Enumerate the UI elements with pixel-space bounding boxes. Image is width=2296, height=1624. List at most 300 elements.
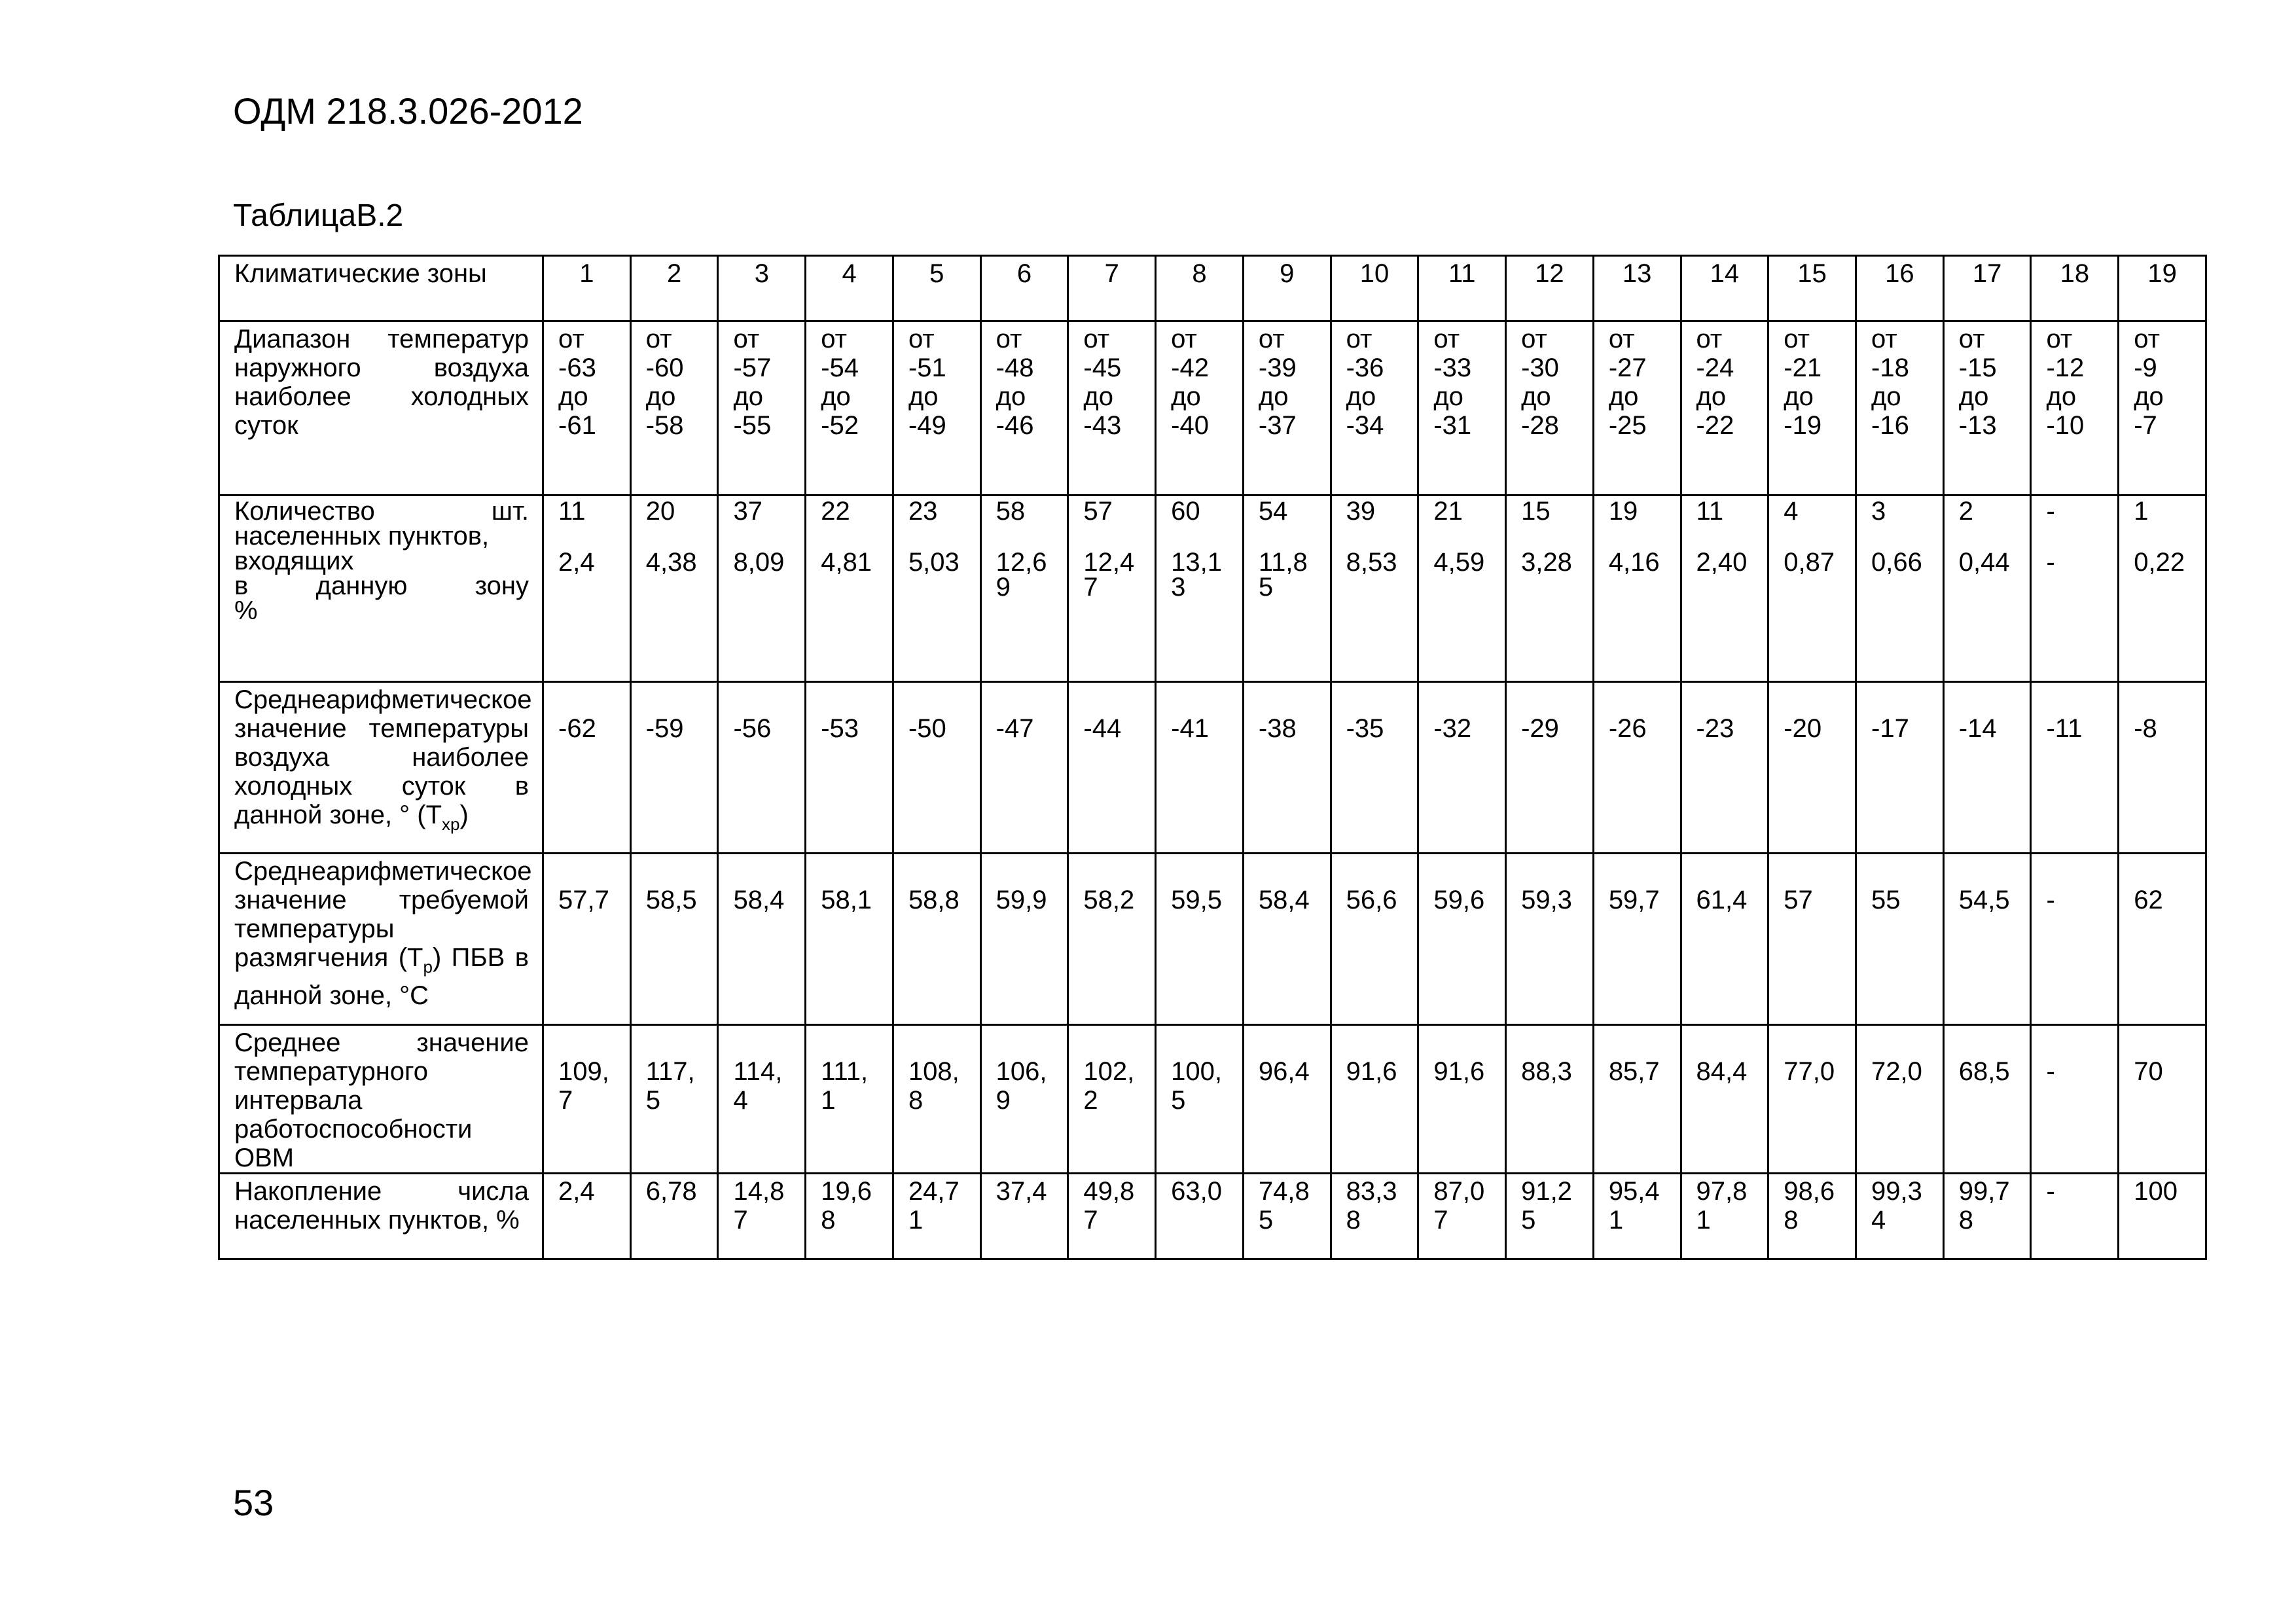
settlements-percent-value: 3,28 [1521, 548, 1572, 577]
temperature-interval-cell [1593, 1025, 1681, 1174]
mean-air-temperature-cell [1943, 682, 2031, 854]
mean-softening-temperature-cell [1506, 854, 1594, 1025]
zone-header-6 [980, 256, 1068, 321]
temperature-interval-cell-text: 77,0 [1784, 1057, 1835, 1086]
settlements-count-value: 2 [1958, 497, 1973, 526]
mean-air-temperature-cell [893, 682, 980, 854]
temperature-interval-cell-text: 91,6 [1433, 1057, 1485, 1086]
mean-softening-temperature-row [219, 854, 2206, 1025]
temperature-range-cell-text: от -24 до -22 [1696, 325, 1734, 440]
mean-air-temperature-cell [543, 682, 631, 854]
mean-air-temperature-cell-text: -8 [2134, 714, 2157, 743]
mean-air-temperature-cell-text: -47 [996, 714, 1034, 743]
settlements-cell-gap [908, 524, 975, 550]
cumulative-settlements-row [219, 1174, 2206, 1259]
temperature-interval-cell [1156, 1025, 1244, 1174]
zone-header-17-text: 17 [1972, 259, 2002, 288]
cumulative-settlements-cell [1156, 1174, 1244, 1259]
settlements-percent-value: 0,22 [2134, 548, 2185, 577]
settlements-count-value: 19 [1608, 497, 1638, 526]
cumulative-settlements-cell-text: 99,3 4 [1871, 1177, 1922, 1235]
cumulative-settlements-cell [2119, 1174, 2206, 1259]
zone-header-14 [1681, 256, 1768, 321]
mean-air-temperature-cell-text: -44 [1083, 714, 1122, 743]
temperature-interval-cell [2031, 1025, 2119, 1174]
cumulative-settlements-label: Накопление числа населенных пунктов, % [219, 1174, 543, 1259]
mean-softening-temperature-cell-text: 54,5 [1958, 886, 2010, 914]
temperature-interval-cell-text: 84,4 [1696, 1057, 1748, 1086]
zone-header-16-text: 16 [1885, 259, 1914, 288]
zone-header-7-text: 7 [1104, 259, 1119, 288]
settlements-count-value: 4 [1784, 497, 1799, 526]
cumulative-settlements-cell-text: - [2046, 1177, 2055, 1206]
mean-softening-temperature-cell [893, 854, 980, 1025]
temperature-range-label: Диапазон температур наружного воздуха наиболее холодных суток [219, 321, 543, 496]
temperature-range-cell [1856, 321, 1944, 496]
mean-softening-temperature-cell-text: 58,1 [821, 886, 872, 914]
cumulative-settlements-cell [543, 1174, 631, 1259]
temperature-range-cell [1156, 321, 1244, 496]
mean-softening-temperature-cell [980, 854, 1068, 1025]
mean-softening-temperature-cell-text: 57,7 [558, 886, 609, 914]
mean-softening-temperature-cell-text: 58,8 [908, 886, 960, 914]
cumulative-settlements-cell-text: 91,2 5 [1521, 1177, 1572, 1235]
mean-softening-temperature-cell-text: 58,4 [1258, 886, 1310, 914]
settlements-cell [893, 496, 980, 682]
temperature-range-cell-text: от -39 до -37 [1258, 325, 1297, 440]
mean-softening-temperature-cell [543, 854, 631, 1025]
temperature-range-cell [1681, 321, 1768, 496]
mean-air-temperature-cell-text: -62 [558, 714, 596, 743]
settlements-percent-value: 13,1 3 [1171, 548, 1222, 602]
temperature-range-cell [806, 321, 893, 496]
settlements-cell [980, 496, 1068, 682]
zone-header-13 [1593, 256, 1681, 321]
settlements-percent-value: 4,81 [821, 548, 872, 577]
cumulative-settlements-cell-text: 19,6 8 [821, 1177, 872, 1235]
temperature-range-cell-text: от -48 до -46 [996, 325, 1034, 440]
zone-header-5-text: 5 [929, 259, 944, 288]
temperature-range-cell-text: от -30 до -28 [1521, 325, 1559, 440]
mean-softening-temperature-cell [718, 854, 806, 1025]
temperature-range-cell-text: от -42 до -40 [1171, 325, 1209, 440]
zone-header-4-text: 4 [842, 259, 857, 288]
mean-softening-temperature-cell [1156, 854, 1244, 1025]
table-caption: ТаблицаВ.2 [233, 198, 404, 233]
temperature-interval-cell [2119, 1025, 2206, 1174]
mean-air-temperature-cell-text: -32 [1433, 714, 1472, 743]
mean-softening-temperature-cell [1681, 854, 1768, 1025]
temperature-interval-cell-text: 109, 7 [558, 1057, 609, 1115]
settlements-cell-gap [2046, 524, 2113, 550]
temperature-range-cell-text: от -60 до -58 [645, 325, 684, 440]
zone-header-16 [1856, 256, 1944, 321]
cumulative-settlements-cell [1943, 1174, 2031, 1259]
settlements-percent-value: 8,09 [733, 548, 785, 577]
settlements-cell [1593, 496, 1681, 682]
zone-header-19 [2119, 256, 2206, 321]
temperature-interval-cell [980, 1025, 1068, 1174]
cumulative-settlements-cell-text: 6,78 [645, 1177, 697, 1206]
mean-softening-label-end: ) ПБВ в данной зоне, °С [234, 943, 529, 1010]
temperature-interval-cell [543, 1025, 631, 1174]
cumulative-settlements-cell [630, 1174, 718, 1259]
settlements-count-value: 60 [1171, 497, 1200, 526]
settlements-cell [1943, 496, 2031, 682]
temperature-range-cell [1593, 321, 1681, 496]
zone-header-18-text: 18 [2060, 259, 2090, 288]
mean-air-temperature-label-end: ) [459, 801, 469, 829]
mean-softening-temperature-cell [806, 854, 893, 1025]
mean-air-temperature-label-main: Среднеарифметическое значение температуры воздуха наиболее холодных суток в данной зоне, ° (Т [234, 685, 532, 829]
temperature-range-cell-text: от -15 до -13 [1958, 325, 1997, 440]
zone-header-10 [1331, 256, 1418, 321]
document-code: ОДМ 218.3.026-2012 [233, 90, 583, 132]
zone-header-9-text: 9 [1280, 259, 1295, 288]
mean-air-temperature-cell [718, 682, 806, 854]
mean-softening-temperature-label [219, 854, 543, 1025]
temperature-interval-cell-text: 114, 4 [733, 1057, 783, 1115]
temperature-range-cell [1768, 321, 1856, 496]
temperature-interval-cell-text: 106, 9 [996, 1057, 1047, 1115]
mean-softening-temperature-cell [1593, 854, 1681, 1025]
temperature-interval-cell-text: 91,6 [1346, 1057, 1397, 1086]
mean-softening-temperature-cell [1943, 854, 2031, 1025]
mean-air-temperature-cell-text: -59 [645, 714, 684, 743]
temperature-range-cell-text: от -45 до -43 [1083, 325, 1122, 440]
mean-air-temperature-cell-text: -50 [908, 714, 946, 743]
settlements-cell [1506, 496, 1594, 682]
temperature-range-cell [543, 321, 631, 496]
settlements-percent-value: 12,6 9 [996, 548, 1047, 602]
settlements-cell-gap [1259, 524, 1325, 550]
temperature-range-cell [2119, 321, 2206, 496]
settlements-cell-gap [2134, 524, 2200, 550]
mean-air-temperature-cell [1068, 682, 1156, 854]
settlements-cell [1418, 496, 1506, 682]
settlements-cell-gap [1521, 524, 1588, 550]
settlements-percent-value: 0,44 [1958, 548, 2010, 577]
mean-air-temperature-label [219, 682, 543, 854]
zone-header-11 [1418, 256, 1506, 321]
temperature-interval-cell-text: 68,5 [1958, 1057, 2010, 1086]
settlements-percent-value: 0,66 [1871, 548, 1922, 577]
settlements-cell [1331, 496, 1418, 682]
zone-header-13-text: 13 [1622, 259, 1652, 288]
cumulative-settlements-cell-text: 100 [2134, 1177, 2178, 1206]
settlements-cell-gap [821, 524, 888, 550]
mean-softening-temperature-cell-text: - [2046, 886, 2055, 914]
temperature-interval-cell [718, 1025, 806, 1174]
mean-air-temperature-cell-text: -29 [1521, 714, 1559, 743]
temperature-interval-cell [893, 1025, 980, 1174]
cumulative-settlements-cell [1768, 1174, 1856, 1259]
mean-air-temperature-cell [1593, 682, 1681, 854]
temperature-range-cell-text: от -51 до -49 [908, 325, 946, 440]
settlements-cell [543, 496, 631, 682]
temperature-interval-cell [1068, 1025, 1156, 1174]
mean-softening-temperature-cell [1768, 854, 1856, 1025]
settlements-percent-value: 4,38 [645, 548, 697, 577]
mean-softening-temperature-cell [2031, 854, 2119, 1025]
temperature-interval-cell-text: 117, 5 [645, 1057, 695, 1115]
mean-air-temperature-cell [1681, 682, 1768, 854]
cumulative-settlements-cell-text: 95,4 1 [1608, 1177, 1660, 1235]
settlements-percent-value: - [2046, 548, 2055, 577]
mean-softening-temperature-cell-text: 58,5 [645, 886, 697, 914]
settlements-count-value: 1 [2134, 497, 2149, 526]
settlements-cell-gap [558, 524, 625, 550]
temperature-range-cell-text: от -21 до -19 [1784, 325, 1822, 440]
mean-air-temperature-cell [806, 682, 893, 854]
cumulative-settlements-cell [1418, 1174, 1506, 1259]
mean-air-temperature-cell-text: -23 [1696, 714, 1734, 743]
mean-air-temperature-cell [630, 682, 718, 854]
zone-header-8 [1156, 256, 1244, 321]
settlements-count-value: 20 [645, 497, 675, 526]
temperature-interval-cell [630, 1025, 718, 1174]
cumulative-settlements-cell-text: 2,4 [558, 1177, 595, 1206]
cumulative-settlements-cell-text: 98,6 8 [1784, 1177, 1835, 1235]
mean-air-temperature-cell [1243, 682, 1331, 854]
zone-header-17 [1943, 256, 2031, 321]
mean-softening-temperature-cell-text: 62 [2134, 886, 2163, 914]
settlements-percent-value: 12,4 7 [1083, 548, 1135, 602]
settlements-cell [806, 496, 893, 682]
mean-softening-temperature-cell [1243, 854, 1331, 1025]
temperature-interval-cell [1243, 1025, 1331, 1174]
settlements-cell-gap [1696, 524, 1763, 550]
temperature-interval-cell-text: 96,4 [1258, 1057, 1310, 1086]
temperature-range-cell-text: от -18 до -16 [1871, 325, 1909, 440]
settlements-cell [630, 496, 718, 682]
cumulative-settlements-cell-text: 63,0 [1171, 1177, 1222, 1206]
settlements-count-value: 37 [733, 497, 762, 526]
settlements-cell-gap [733, 524, 800, 550]
temperature-range-cell-text: от -9 до -7 [2134, 325, 2164, 440]
mean-air-temperature-cell [1156, 682, 1244, 854]
mean-air-temperature-cell [1418, 682, 1506, 854]
mean-softening-temperature-cell [1331, 854, 1418, 1025]
settlements-count-value: 11 [558, 497, 586, 526]
zone-header-3-text: 3 [754, 259, 769, 288]
mean-softening-temperature-cell [1418, 854, 1506, 1025]
cumulative-settlements-cell [806, 1174, 893, 1259]
mean-softening-temperature-cell-text: 59,5 [1171, 886, 1222, 914]
temperature-interval-label: Среднее значение температурного интервала работоспособности ОВМ [219, 1025, 543, 1174]
mean-softening-temperature-cell-text: 57 [1784, 886, 1813, 914]
mean-air-temperature-cell-text: -53 [821, 714, 859, 743]
zone-header-12-text: 12 [1535, 259, 1564, 288]
settlements-count-row [219, 496, 2206, 682]
temperature-interval-cell-text: 70 [2134, 1057, 2163, 1086]
zone-header-1-text: 1 [579, 259, 594, 288]
temperature-interval-cell [1856, 1025, 1944, 1174]
cumulative-settlements-cell [1243, 1174, 1331, 1259]
mean-air-temperature-cell-text: -14 [1958, 714, 1997, 743]
temperature-range-row [219, 321, 2206, 496]
mean-air-temperature-cell-text: -26 [1608, 714, 1647, 743]
settlements-cell-gap [1433, 524, 1500, 550]
cumulative-settlements-cell [1331, 1174, 1418, 1259]
mean-softening-temperature-cell [1068, 854, 1156, 1025]
cumulative-settlements-cell-text: 49,8 7 [1083, 1177, 1135, 1235]
temperature-interval-cell [1681, 1025, 1768, 1174]
temperature-interval-cell [1768, 1025, 1856, 1174]
temperature-interval-cell-text: 88,3 [1521, 1057, 1572, 1086]
temperature-range-cell [1331, 321, 1418, 496]
settlements-cell [1768, 496, 1856, 682]
zone-header-10-text: 10 [1359, 259, 1390, 288]
settlements-percent-value: 2,40 [1696, 548, 1748, 577]
mean-softening-temperature-cell-text: 59,3 [1521, 886, 1572, 914]
zone-header-6-text: 6 [1016, 259, 1032, 288]
temperature-range-cell-text: от -63 до -61 [558, 325, 596, 440]
cumulative-settlements-cell [893, 1174, 980, 1259]
mean-air-temperature-cell-text: -11 [2046, 714, 2083, 743]
cumulative-settlements-cell [1506, 1174, 1594, 1259]
zone-header-12 [1506, 256, 1594, 321]
settlements-cell-gap [1171, 524, 1238, 550]
cumulative-settlements-cell [1593, 1174, 1681, 1259]
settlements-cell-gap [1609, 524, 1676, 550]
mean-softening-temperature-cell [630, 854, 718, 1025]
temperature-range-cell [1068, 321, 1156, 496]
mean-air-temperature-cell [2119, 682, 2206, 854]
cumulative-settlements-cell-text: 83,3 8 [1346, 1177, 1397, 1235]
cumulative-settlements-cell-text: 87,0 7 [1433, 1177, 1485, 1235]
settlements-count-value: 22 [821, 497, 850, 526]
settlements-cell [2031, 496, 2119, 682]
mean-air-temperature-cell-text: -17 [1871, 714, 1909, 743]
zone-header-2 [630, 256, 718, 321]
temperature-interval-cell [806, 1025, 893, 1174]
mean-softening-temperature-cell-text: 61,4 [1696, 886, 1748, 914]
temperature-range-cell [718, 321, 806, 496]
settlements-percent-value: 8,53 [1346, 548, 1397, 577]
settlements-cell-gap [1959, 524, 2026, 550]
settlements-count-value: 15 [1521, 497, 1551, 526]
mean-air-temperature-cell [2031, 682, 2119, 854]
settlements-cell [1856, 496, 1944, 682]
page-number: 53 [233, 1482, 274, 1523]
settlements-count-value: 11 [1696, 497, 1724, 526]
cumulative-settlements-cell [2031, 1174, 2119, 1259]
settlements-count-label [219, 496, 543, 682]
zone-header-9 [1243, 256, 1331, 321]
temperature-interval-cell-text: 72,0 [1871, 1057, 1922, 1086]
temperature-range-cell [1418, 321, 1506, 496]
settlements-percent-value: 11,8 5 [1258, 548, 1308, 602]
settlements-count-value: 21 [1433, 497, 1463, 526]
settlements-cell-gap [1083, 524, 1150, 550]
temperature-range-cell-text: от -36 до -34 [1346, 325, 1384, 440]
mean-softening-temperature-cell [1856, 854, 1944, 1025]
temperature-interval-cell [1331, 1025, 1418, 1174]
mean-air-temperature-cell [1768, 682, 1856, 854]
settlements-count-value: 39 [1346, 497, 1376, 526]
mean-air-temperature-label-sub: хр [442, 814, 460, 834]
cumulative-settlements-cell-text: 14,8 7 [733, 1177, 785, 1235]
zone-header-18 [2031, 256, 2119, 321]
mean-softening-temperature-cell-text: 59,6 [1433, 886, 1485, 914]
mean-air-temperature-cell [1856, 682, 1944, 854]
zone-header-7 [1068, 256, 1156, 321]
settlements-cell-gap [996, 524, 1063, 550]
climate-zones-table [218, 255, 2207, 1260]
zone-header-8-text: 8 [1192, 259, 1207, 288]
cumulative-settlements-cell [1856, 1174, 1944, 1259]
zone-header-3 [718, 256, 806, 321]
settlements-percent-value: 4,16 [1608, 548, 1660, 577]
temperature-interval-cell-text: 111, 1 [821, 1057, 869, 1115]
temperature-interval-cell-text: 85,7 [1608, 1057, 1660, 1086]
settlements-cell-gap [1784, 524, 1850, 550]
settlements-label-line3: в данную зону [234, 571, 529, 600]
temperature-interval-cell [1418, 1025, 1506, 1174]
mean-softening-temperature-cell-text: 55 [1871, 886, 1901, 914]
temperature-range-cell [1243, 321, 1331, 496]
mean-softening-temperature-cell-text: 59,7 [1608, 886, 1660, 914]
zone-header-1 [543, 256, 631, 321]
settlements-label-line4: % [234, 596, 258, 625]
cumulative-settlements-cell-text: 74,8 5 [1258, 1177, 1310, 1235]
zone-header-4 [806, 256, 893, 321]
mean-softening-temperature-cell-text: 59,9 [996, 886, 1047, 914]
cumulative-settlements-cell [718, 1174, 806, 1259]
cumulative-settlements-cell [1068, 1174, 1156, 1259]
zone-header-15 [1768, 256, 1856, 321]
cumulative-settlements-cell-text: 24,7 1 [908, 1177, 960, 1235]
settlements-count-value: 3 [1871, 497, 1886, 526]
mean-air-temperature-cell [980, 682, 1068, 854]
zone-header-2-text: 2 [666, 259, 682, 288]
cumulative-settlements-cell-text: 37,4 [996, 1177, 1047, 1206]
settlements-count-value: 23 [908, 497, 938, 526]
zone-header-19-text: 19 [2147, 259, 2177, 288]
zone-header-14-text: 14 [1710, 259, 1740, 288]
temperature-range-cell [630, 321, 718, 496]
temperature-interval-cell-text: 102, 2 [1083, 1057, 1135, 1115]
settlements-cell [1156, 496, 1244, 682]
temperature-interval-cell-text: 108, 8 [908, 1057, 960, 1115]
settlements-cell [1681, 496, 1768, 682]
zones-header-label: Климатические зоны [219, 256, 543, 321]
zone-header-11-text: 11 [1448, 259, 1476, 288]
cumulative-settlements-cell-text: 99,7 8 [1958, 1177, 2010, 1235]
settlements-label-line1: Количество шт. [234, 497, 529, 526]
mean-air-temperature-row [219, 682, 2206, 854]
mean-air-temperature-cell-text: -20 [1784, 714, 1822, 743]
settlements-cell-gap [1871, 524, 1938, 550]
zone-header-5 [893, 256, 980, 321]
temperature-range-cell-text: от -57 до -55 [733, 325, 772, 440]
mean-air-temperature-cell-text: -38 [1258, 714, 1297, 743]
mean-softening-temperature-cell-text: 58,2 [1083, 886, 1135, 914]
cumulative-settlements-cell-text: 97,8 1 [1696, 1177, 1748, 1235]
temperature-interval-cell-text: - [2046, 1057, 2055, 1086]
cumulative-settlements-cell [1681, 1174, 1768, 1259]
mean-softening-label-sub: р [423, 957, 433, 977]
temperature-interval-row [219, 1025, 2206, 1174]
mean-softening-temperature-cell [2119, 854, 2206, 1025]
temperature-range-cell [1506, 321, 1594, 496]
settlements-count-value: 54 [1258, 497, 1288, 526]
settlements-cell-gap [1346, 524, 1413, 550]
mean-air-temperature-cell [1506, 682, 1594, 854]
temperature-range-cell [980, 321, 1068, 496]
temperature-range-cell-text: от -12 до -10 [2046, 325, 2085, 440]
